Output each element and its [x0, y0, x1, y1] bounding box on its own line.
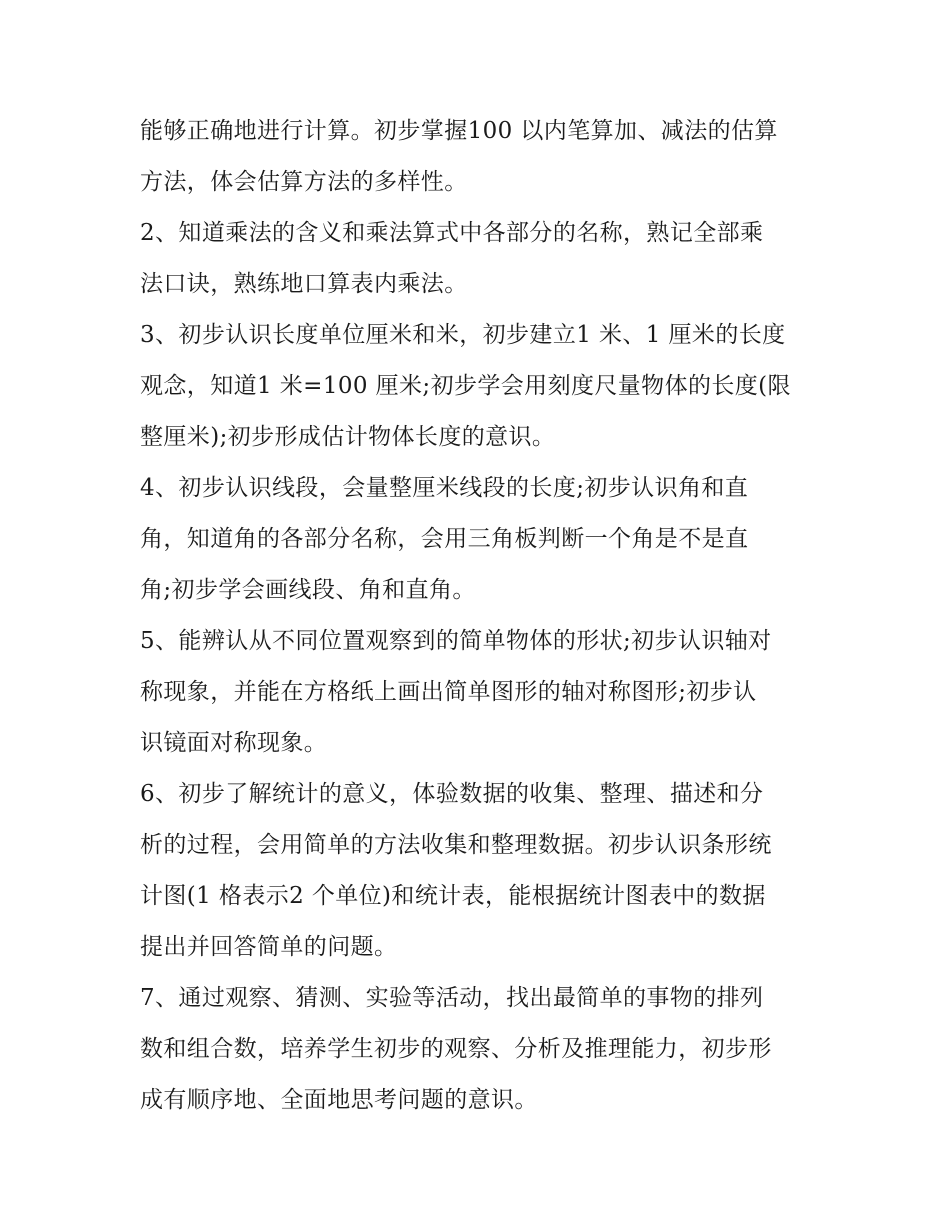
- paragraph-item-7: 7、通过观察、猜测、实验等活动，找出最简单的事物的排列 数和组合数，培养学生初步的观察、分析及推理能力，初步形 成有顺序地、全面地思考问题的意识。: [140, 985, 772, 1113]
- document-body: [140, 106, 820, 1126]
- paragraph-item-3: 3、初步认识长度单位厘米和米，初步建立1 米、1 厘米的长度 观念，知道1 米=100 厘米;初步学会用刻度尺量物体的长度(限 整厘米);初步形成估计物体长度的意识。: [140, 322, 791, 450]
- paragraph-continuation: 能够正确地进行计算。初步掌握100 以内笔算加、减法的估算 方法，体会估算方法的多样性。: [140, 118, 778, 195]
- paragraph-item-2: 2、知道乘法的含义和乘法算式中各部分的名称，熟记全部乘 法口诀，熟练地口算表内乘法。: [140, 220, 764, 297]
- paragraph-item-4: 4、初步认识线段，会量整厘米线段的长度;初步认识角和直 角，知道角的各部分名称，会用三角板判断一个角是不是直 角;初步学会画线段、角和直角。: [140, 475, 749, 603]
- paragraph-item-5: 5、能辨认从不同位置观察到的简单物体的形状;初步认识轴对 称现象，并能在方格纸上画出简单图形的轴对称图形;初步认 识镜面对称现象。: [140, 628, 772, 756]
- paragraph-item-6: 6、初步了解统计的意义，体验数据的收集、整理、描述和分 析的过程，会用简单的方法收集和整理数据。初步认识条形统 计图(1 格表示2 个单位)和统计表，能根据统计图表中的数据 提出并回答简单的问题。: [140, 781, 772, 960]
